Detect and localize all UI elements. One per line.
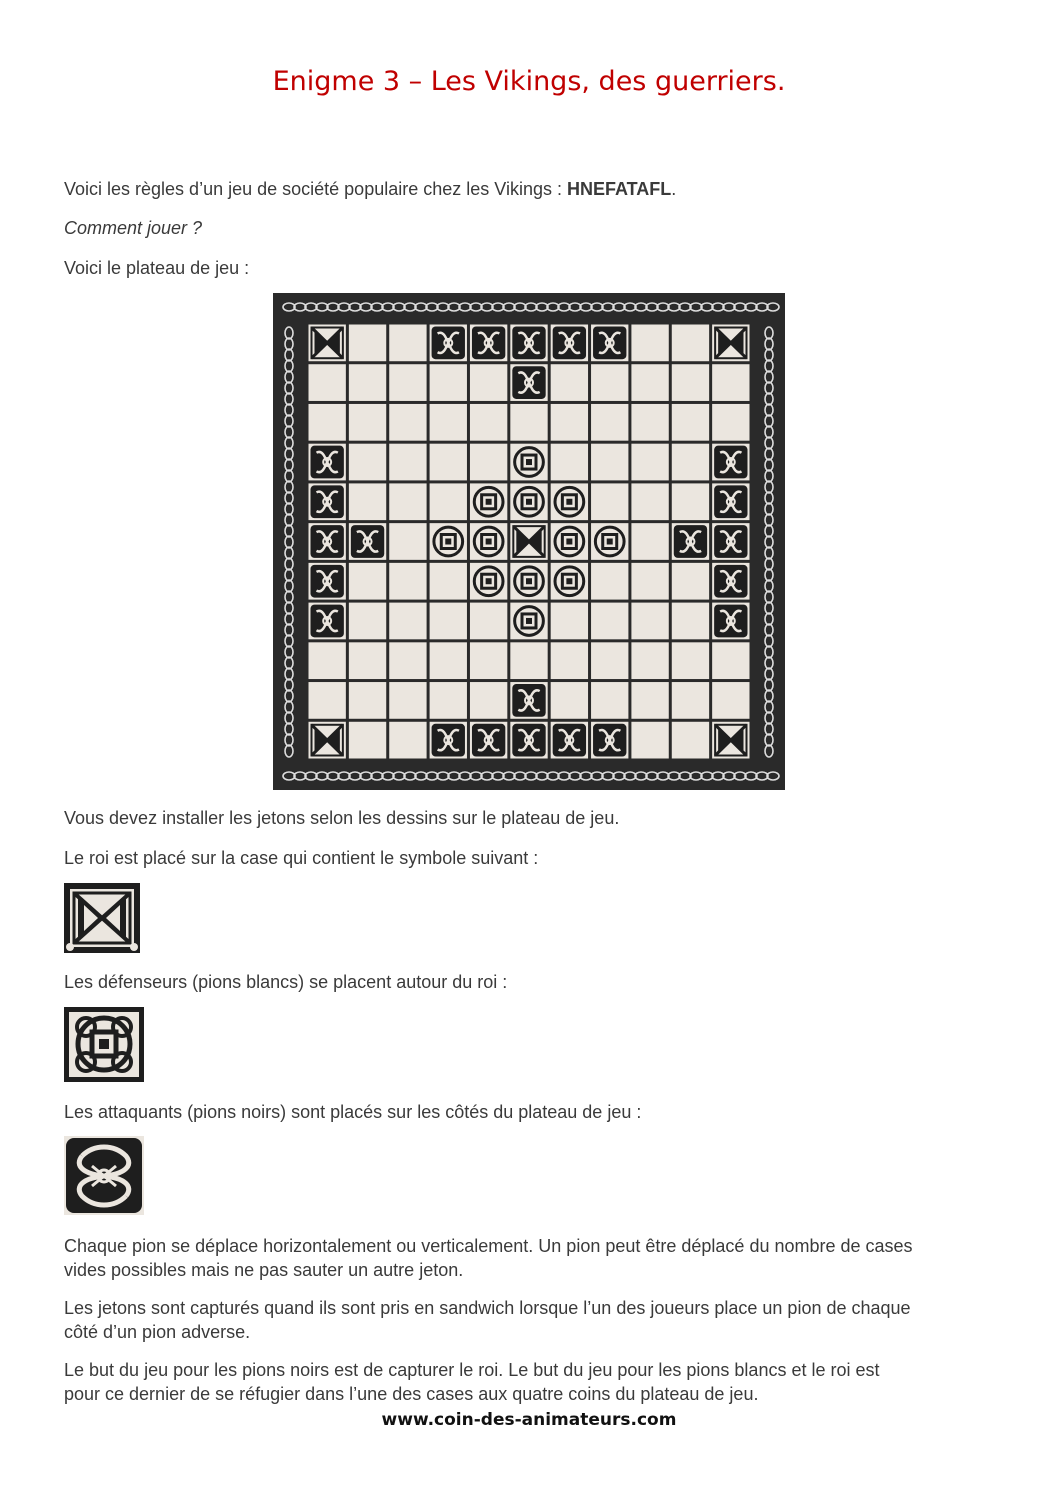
king-symbol-icon xyxy=(64,883,140,953)
board-cell xyxy=(430,642,467,679)
attacker-piece xyxy=(591,722,628,759)
board-cell xyxy=(631,563,668,600)
defenders-text: Les défenseurs (pions blancs) se placent autour du roi : xyxy=(64,972,508,992)
board-cell xyxy=(672,325,709,362)
board-cell xyxy=(430,682,467,719)
attacker-piece xyxy=(551,325,588,362)
movement-line-2: vides possibles mais ne pas sauter un autre jeton. xyxy=(64,1260,464,1280)
board-cell xyxy=(712,642,749,679)
attacker-piece xyxy=(309,523,346,560)
board-cell xyxy=(349,682,386,719)
board-cell xyxy=(309,682,346,719)
board-cell xyxy=(349,364,386,401)
attacker-piece xyxy=(309,603,346,640)
board-cell xyxy=(672,483,709,520)
board-cell xyxy=(430,603,467,640)
board-cell xyxy=(349,722,386,759)
corner-square xyxy=(712,325,749,362)
board-cell xyxy=(672,364,709,401)
attacker-piece xyxy=(712,563,749,600)
capture-line-1: Les jetons sont capturés quand ils sont pris en sandwich lorsque l’un des joueurs place un pion de chaque xyxy=(64,1298,911,1318)
corner-square xyxy=(309,722,346,759)
corner-square xyxy=(309,325,346,362)
attacker-piece xyxy=(510,364,547,401)
board-cell xyxy=(672,444,709,481)
board-cell xyxy=(309,642,346,679)
board-cell xyxy=(591,404,628,441)
attacker-piece xyxy=(430,722,467,759)
attackers-text: Les attaquants (pions noirs) sont placés sur les côtés du plateau de jeu : xyxy=(64,1102,642,1122)
attacker-piece xyxy=(712,603,749,640)
board-cell xyxy=(349,642,386,679)
defender-piece xyxy=(510,603,547,640)
board-cell xyxy=(349,483,386,520)
goal-line-1: Le but du jeu pour les pions noirs est de capturer le roi. Le but du jeu pour les pions blancs et le roi est xyxy=(64,1360,880,1380)
board-cell xyxy=(389,722,426,759)
attacker-piece xyxy=(712,523,749,560)
board-cell xyxy=(389,523,426,560)
board-cell xyxy=(551,603,588,640)
board-cell xyxy=(389,404,426,441)
board-cell xyxy=(672,722,709,759)
board-cell xyxy=(631,523,668,560)
board-cell xyxy=(389,444,426,481)
board-cell xyxy=(631,404,668,441)
attacker-piece xyxy=(309,444,346,481)
board-cell xyxy=(430,483,467,520)
board-cell xyxy=(551,364,588,401)
attacker-piece xyxy=(591,325,628,362)
intro-text: Voici les règles d’un jeu de société populaire chez les Vikings : xyxy=(64,179,567,199)
board-cell xyxy=(591,682,628,719)
board-cell xyxy=(551,642,588,679)
game-name: HNEFATAFL xyxy=(566,179,672,199)
king-square xyxy=(510,523,547,560)
attacker-piece xyxy=(712,444,749,481)
corner-square xyxy=(712,722,749,759)
attacker-piece xyxy=(672,523,709,560)
board-cell xyxy=(631,325,668,362)
board-cell xyxy=(672,563,709,600)
defender-piece xyxy=(591,523,628,560)
board-cell xyxy=(430,563,467,600)
board-cell xyxy=(470,404,507,441)
board-cell xyxy=(430,404,467,441)
how-to-play-heading: Comment jouer ? xyxy=(64,218,203,238)
board-cell xyxy=(631,722,668,759)
board-cell xyxy=(389,642,426,679)
board-cell xyxy=(470,642,507,679)
board-cell xyxy=(672,682,709,719)
board-cell xyxy=(631,483,668,520)
attacker-piece xyxy=(470,325,507,362)
attacker-piece xyxy=(510,682,547,719)
defender-piece xyxy=(510,563,547,600)
board-cell xyxy=(591,563,628,600)
page-title: Enigme 3 – Les Vikings, des guerriers. xyxy=(272,66,786,97)
attacker-piece xyxy=(510,722,547,759)
attacker-piece xyxy=(712,483,749,520)
board-cell xyxy=(631,364,668,401)
board-cell xyxy=(470,682,507,719)
board-cell xyxy=(591,603,628,640)
board-cell xyxy=(510,404,547,441)
board-cell xyxy=(631,603,668,640)
board-cell xyxy=(309,404,346,441)
board-cell xyxy=(389,563,426,600)
attacker-symbol-icon xyxy=(64,1136,144,1215)
defender-piece xyxy=(510,483,547,520)
board-cell xyxy=(631,682,668,719)
hnefatafl-board xyxy=(273,293,785,790)
defender-piece xyxy=(430,523,467,560)
goal-line-2: pour ce dernier de se réfugier dans l’une des cases aux quatre coins du plateau de jeu. xyxy=(64,1384,759,1404)
attacker-piece xyxy=(551,722,588,759)
defender-piece xyxy=(470,523,507,560)
board-cell xyxy=(712,364,749,401)
intro-paragraph xyxy=(64,177,676,201)
board-cell xyxy=(470,603,507,640)
defender-piece xyxy=(551,563,588,600)
board-cell xyxy=(631,444,668,481)
board-cell xyxy=(349,563,386,600)
board-cell xyxy=(349,444,386,481)
goal-paragraph xyxy=(64,1358,994,1406)
board-cell xyxy=(389,325,426,362)
board-cell xyxy=(551,682,588,719)
capture-paragraph xyxy=(64,1296,994,1344)
board-cell xyxy=(389,682,426,719)
attacker-piece xyxy=(430,325,467,362)
king-text: Le roi est placé sur la case qui contient le symbole suivant : xyxy=(64,848,539,868)
board-cell xyxy=(389,603,426,640)
movement-paragraph xyxy=(64,1234,994,1282)
board-cell xyxy=(712,682,749,719)
board-cell xyxy=(591,483,628,520)
attacker-piece xyxy=(309,483,346,520)
board-cell xyxy=(470,444,507,481)
board-cell xyxy=(591,444,628,481)
attacker-piece xyxy=(349,523,386,560)
board-cell xyxy=(712,404,749,441)
attacker-piece xyxy=(470,722,507,759)
defender-symbol-icon xyxy=(64,1007,144,1082)
board-cell xyxy=(430,364,467,401)
defender-piece xyxy=(470,563,507,600)
movement-line-1: Chaque pion se déplace horizontalement ou verticalement. Un pion peut être déplacé du nombre de cases xyxy=(64,1236,913,1256)
board-intro: Voici le plateau de jeu : xyxy=(64,258,250,278)
board-cell xyxy=(631,642,668,679)
defender-piece xyxy=(551,523,588,560)
attacker-piece xyxy=(309,563,346,600)
setup-text: Vous devez installer les jetons selon les dessins sur le plateau de jeu. xyxy=(64,808,620,828)
defender-piece xyxy=(551,483,588,520)
board-cell xyxy=(551,404,588,441)
board-cell xyxy=(672,404,709,441)
board-cell xyxy=(470,364,507,401)
board-cell xyxy=(309,364,346,401)
board-cell xyxy=(672,603,709,640)
board-cell xyxy=(349,404,386,441)
footer-url: www.coin-des-animateurs.com xyxy=(381,1410,677,1430)
capture-line-2: côté d’un pion adverse. xyxy=(64,1322,251,1342)
attacker-piece xyxy=(510,325,547,362)
board-cell xyxy=(389,483,426,520)
board-cell xyxy=(591,642,628,679)
board-cell xyxy=(349,603,386,640)
board-cell xyxy=(510,642,547,679)
board-cell xyxy=(430,444,467,481)
intro-end: . xyxy=(671,179,677,199)
board-cell xyxy=(672,642,709,679)
board-cell xyxy=(349,325,386,362)
board-cell xyxy=(551,444,588,481)
defender-piece xyxy=(510,444,547,481)
defender-piece xyxy=(470,483,507,520)
board-cell xyxy=(389,364,426,401)
board-cell xyxy=(591,364,628,401)
